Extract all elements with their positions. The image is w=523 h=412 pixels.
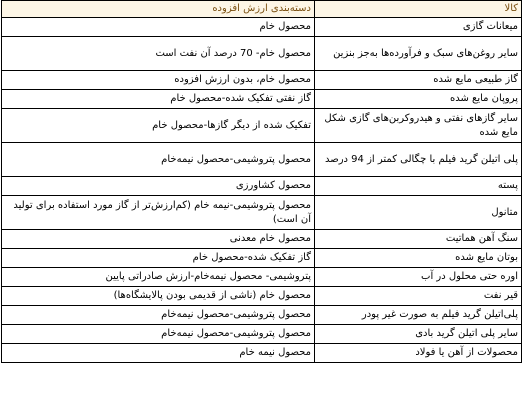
category-cell: محصول خام- 70 درصد آن نفت است (2, 37, 315, 71)
table-row (2, 196, 522, 230)
category-cell: محصول خام (ناشی از قدیمی بودن پالایشگاه‌ها) (2, 287, 315, 306)
goods-cell: پسته (315, 177, 522, 196)
category-cell: گاز تفکیک شده-محصول خام (2, 249, 315, 268)
category-cell: محصول خام (2, 18, 315, 37)
table-row (2, 71, 522, 90)
table-row (2, 230, 522, 249)
table-row (2, 344, 522, 363)
goods-cell: اوره حتی محلول در آب (315, 268, 522, 287)
goods-cell: پلی‌اتیلن گرید فیلم به صورت غیر پودر (315, 306, 522, 325)
category-cell: محصول پتروشیمی-محصول نیمه‌خام (2, 306, 315, 325)
goods-cell: سایر گازهای نفتی و هیدروکربن‌های گازی شکل مایع شده (315, 109, 522, 143)
goods-cell: بوتان مایع شده (315, 249, 522, 268)
table-row (2, 306, 522, 325)
table-row (2, 109, 522, 143)
goods-cell: گاز طبیعی مایع شده (315, 71, 522, 90)
table-row (2, 18, 522, 37)
goods-cell: سایر روغن‌های سبک و فرآورده‌ها به‌جز بنزین (315, 37, 522, 71)
header-category: دسته‌بندی ارزش افزوده (2, 1, 315, 18)
goods-cell: محصولات از آهن یا فولاد (315, 344, 522, 363)
category-cell: محصول خام، بدون ارزش افزوده (2, 71, 315, 90)
goods-cell: قیر نفت (315, 287, 522, 306)
goods-cell: پروپان مایع شده (315, 90, 522, 109)
goods-cell: میعانات گازی (315, 18, 522, 37)
category-cell: تفکیک شده از دیگر گازها-محصول خام (2, 109, 315, 143)
table-row (2, 177, 522, 196)
goods-cell: سایر پلی اتیلن گرید بادی (315, 325, 522, 344)
header-goods: کالا (315, 1, 522, 18)
table-row (2, 143, 522, 177)
value-added-table (1, 0, 522, 363)
goods-cell: متانول (315, 196, 522, 230)
category-cell: محصول پتروشیمی-محصول نیمه‌خام (2, 143, 315, 177)
table-row (2, 325, 522, 344)
table-row (2, 249, 522, 268)
table-row (2, 268, 522, 287)
category-cell: گاز نفتی تفکیک شده-محصول خام (2, 90, 315, 109)
table-row (2, 37, 522, 71)
category-cell: محصول پتروشیمی-محصول نیمه‌خام (2, 325, 315, 344)
table-row (2, 90, 522, 109)
goods-cell: سنگ آهن هماتیت (315, 230, 522, 249)
category-cell: محصول نیمه خام (2, 344, 315, 363)
category-cell: محصول کشاورزی (2, 177, 315, 196)
category-cell: محصول پتروشیمی-نیمه خام (کم‌ارزش‌تر از گاز مورد استفاده برای تولید آن است) (2, 196, 315, 230)
category-cell: پتروشیمی- محصول نیمه‌خام-ارزش صادراتی پایین (2, 268, 315, 287)
goods-cell: پلی اتیلن گرید فیلم با چگالی کمتر از 94 درصد (315, 143, 522, 177)
table-header-row (2, 1, 522, 18)
table-row (2, 287, 522, 306)
category-cell: محصول خام معدنی (2, 230, 315, 249)
